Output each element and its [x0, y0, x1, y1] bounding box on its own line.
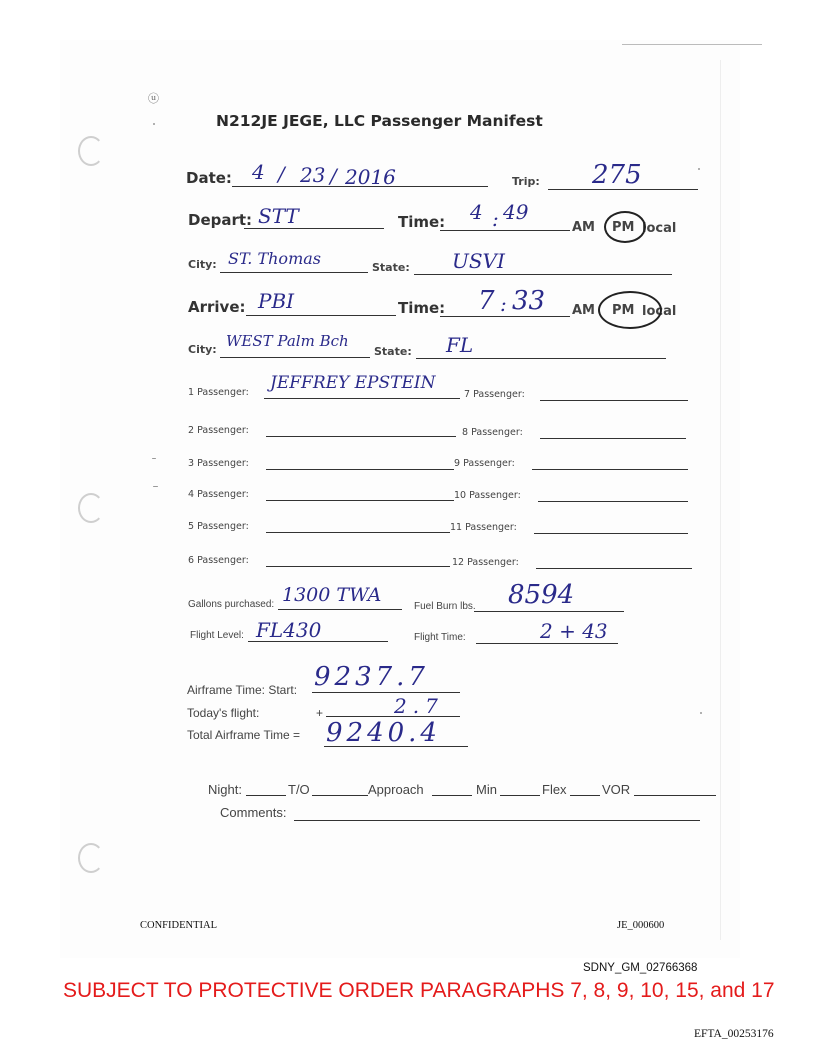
depart-label: Depart: — [188, 211, 253, 229]
passenger-4-label: 4 Passenger: — [188, 489, 249, 500]
arrive-state-label: State: — [374, 345, 412, 358]
passenger-1-line — [264, 398, 460, 399]
trip-value: 275 — [592, 160, 642, 190]
fuel-burn-label: Fuel Burn lbs. — [414, 601, 476, 612]
arrive-pm-option: PM — [612, 303, 635, 318]
passenger-7-label: 7 Passenger: — [464, 389, 525, 400]
passenger-8-line — [540, 438, 686, 439]
takeoff-label: T/O — [288, 782, 310, 797]
airframe-start-label: Airframe Time: Start: — [187, 683, 298, 697]
date-sep-2: / — [330, 164, 337, 188]
depart-city-label: City: — [188, 258, 217, 271]
arrive-time-minute: 33 — [512, 286, 546, 316]
arrive-am-option: AM — [572, 303, 595, 318]
passenger-2-label: 2 Passenger: — [188, 425, 249, 436]
sdny-bates-number: SDNY_GM_02766368 — [583, 962, 698, 974]
flight-time-line — [476, 643, 618, 644]
date-year: 2016 — [345, 165, 396, 189]
depart-pm-option: PM — [612, 220, 635, 235]
passenger-12-line — [536, 568, 692, 569]
arrive-state-line — [416, 358, 666, 359]
takeoff-line — [312, 795, 368, 796]
comments-label: Comments: — [220, 805, 287, 820]
depart-time-sep: : — [492, 207, 499, 231]
depart-city-line — [220, 272, 368, 273]
date-sep-1: / — [278, 162, 285, 186]
passenger-10-label: 10 Passenger: — [454, 490, 521, 501]
flex-label: Flex — [542, 782, 567, 797]
approach-label: Approach — [368, 782, 424, 797]
depart-time-minute: 49 — [503, 200, 529, 224]
vor-label: VOR — [602, 782, 631, 797]
passenger-2-line — [266, 436, 456, 437]
passenger-1-label: 1 Passenger: — [188, 387, 249, 398]
fuel-burn-value: 8594 — [508, 580, 575, 610]
arrive-time-sep: : — [500, 292, 507, 316]
airframe-start-value: 9237.7 — [314, 662, 429, 692]
gallons-purchased-value: 1300 TWA — [282, 584, 382, 606]
depart-line — [244, 228, 384, 229]
punch-hole-middle — [78, 493, 104, 523]
gallons-purchased-label: Gallons purchased: — [188, 599, 275, 610]
passenger-3-label: 3 Passenger: — [188, 458, 249, 469]
passenger-12-label: 12 Passenger: — [452, 557, 519, 568]
flight-time-label: Flight Time: — [414, 632, 466, 643]
night-label: Night: — [208, 782, 242, 797]
passenger-4-line — [266, 500, 454, 501]
arrive-local-label: local — [642, 304, 677, 319]
min-label: Min — [476, 782, 497, 797]
approach-line — [432, 795, 472, 796]
airframe-start-line — [312, 692, 460, 693]
vor-line — [634, 795, 716, 796]
fuel-burn-line — [474, 611, 624, 612]
flex-line — [570, 795, 600, 796]
arrive-city-label: City: — [188, 343, 217, 356]
arrive-value: PBI — [258, 289, 295, 313]
punch-hole-bottom — [78, 843, 104, 873]
passenger-6-label: 6 Passenger: — [188, 555, 249, 566]
gallons-purchased-line — [278, 609, 402, 610]
arrive-time-hour: 7 — [478, 286, 495, 316]
arrive-state-value: FL — [446, 333, 474, 357]
trip-label: Trip: — [512, 175, 540, 188]
depart-state-label: State: — [372, 261, 410, 274]
scan-edge-line — [622, 44, 762, 45]
efta-number: EFTA_00253176 — [694, 1028, 774, 1040]
passenger-10-line — [538, 501, 688, 502]
confidential-label: CONFIDENTIAL — [140, 920, 217, 931]
arrive-city-line — [220, 357, 370, 358]
total-airframe-label: Total Airframe Time = — [187, 728, 301, 742]
comments-line — [294, 820, 700, 821]
passenger-5-label: 5 Passenger: — [188, 521, 249, 532]
flight-level-label: Flight Level: — [190, 630, 244, 641]
night-line — [246, 795, 286, 796]
depart-time-hour: 4 — [470, 200, 483, 224]
date-label: Date: — [186, 169, 232, 187]
todays-flight-plus: + — [316, 706, 324, 720]
doc-id: JE_000600 — [617, 920, 665, 931]
passenger-8-label: 8 Passenger: — [462, 427, 523, 438]
depart-local-label: local — [642, 221, 677, 236]
punch-hole-top — [78, 136, 104, 166]
protective-order-notice: SUBJECT TO PROTECTIVE ORDER PARAGRAPHS 7, 8, 9, 10, 15, and 17 — [63, 979, 775, 1002]
arrive-time-label: Time: — [398, 299, 446, 317]
passenger-9-label: 9 Passenger: — [454, 458, 515, 469]
total-airframe-value: 9240.4 — [326, 718, 441, 748]
flight-level-value: FL430 — [256, 618, 322, 642]
passenger-3-line — [266, 469, 454, 470]
passenger-11-label: 11 Passenger: — [450, 522, 517, 533]
flight-time-value: 2 + 43 — [540, 619, 608, 643]
depart-state-line — [414, 274, 672, 275]
depart-state-value: USVI — [452, 249, 505, 273]
arrive-time-line — [440, 316, 570, 317]
passenger-1-name: JEFFREY EPSTEIN — [270, 373, 436, 393]
scan-right-edge — [720, 60, 721, 940]
passenger-7-line — [540, 400, 688, 401]
passenger-11-line — [534, 533, 688, 534]
todays-flight-label: Today's flight: — [187, 706, 260, 720]
depart-time-line — [440, 230, 570, 231]
passenger-6-line — [266, 566, 450, 567]
passenger-9-line — [532, 469, 688, 470]
todays-flight-value: 2.7 — [394, 694, 444, 718]
arrive-line — [246, 315, 396, 316]
corner-mark: ⓤ — [148, 93, 159, 105]
depart-value: STT — [258, 204, 299, 228]
depart-city-value: ST. Thomas — [228, 249, 321, 268]
arrive-pm-circle — [598, 291, 662, 329]
arrive-city-value: WEST Palm Bch — [226, 332, 349, 350]
date-month: 4 — [252, 160, 265, 184]
arrive-label: Arrive: — [188, 298, 246, 316]
passenger-5-line — [266, 532, 450, 533]
depart-am-option: AM — [572, 220, 595, 235]
page-title: N212JE JEGE, LLC Passenger Manifest — [216, 112, 543, 130]
min-line — [500, 795, 540, 796]
depart-time-label: Time: — [398, 213, 446, 231]
depart-pm-circle — [604, 211, 646, 243]
date-day: 23 — [300, 163, 326, 187]
